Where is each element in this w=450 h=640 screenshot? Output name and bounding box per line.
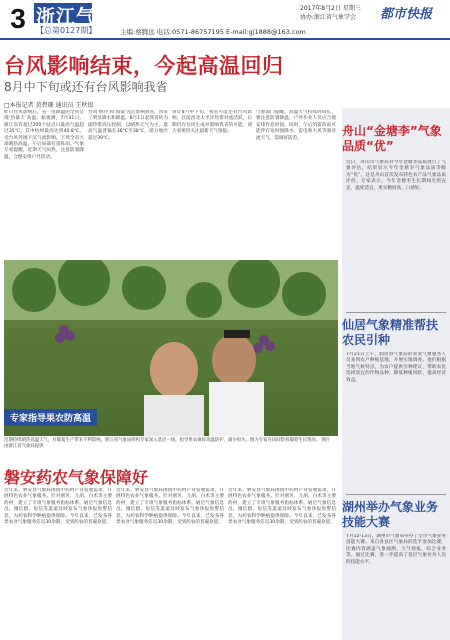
article-column-2: 台风‘纳沙’和‘海棠’先后影响我省，带来了明显降水和降温。8月1日起我省转为副热带高压控制，以晴热天气为主，最高气温普遍在36℃至38℃，部分地区超过39℃。 [88,110,168,141]
article-photo [4,260,338,436]
sidebar-item-3-body: 7月12-13日，湖州市气象局举办了全市气象业务技能大赛。来自各县区气象局的选手参加比赛，比赛内容涵盖气象观测、天气预报、综合业务等。通过比赛，进一步提高了基层气象业务人员的技能水平。 [346,534,446,565]
main-headline: 台风影响结束，今起高温回归 [4,54,284,78]
photo-label: 专家指导果农防高温 [4,409,97,426]
co-organizer: 协办:浙江省气象学会 [300,14,357,21]
second-article-column-3: 近年来，磐安县气象局围绕中药材产业发展需求，开展特色农业气象服务。针对浙贝、元胡、白术等主要药材，建立了专项气象服务指标体系，通过气象信息员、微信群、短信等渠道及时发布气象预报预警信息，为药农科学种植提供保障。今年以来，已发布各类农业气象服务信息30余期，受到药农的普遍欢迎。 [228,488,336,526]
second-article-column-2: 近年来，磐安县气象局围绕中药材产业发展需求，开展特色农业气象服务。针对浙贝、元胡、白术等主要药材，建立了专项气象服务指标体系，通过气象信息员、微信群、短信等渠道及时发布气象预报预警信息，为药农科学种植提供保障。今年以来，已发布各类农业气象服务信息30余期，受到药农的普遍欢迎。 [116,488,224,526]
sidebar-item-1-title: 舟山“金塘李”气象品质“优” [342,124,442,153]
article-column-3: 预计8月中下旬，我省可能还有台风影响。目前西北太平洋热带对流活跃，后期仍有台风生成并影响我省的可能。请大家密切关注最新天气预报。 [172,110,252,135]
editor-contact: 主编:蔡腾远 电话:0571-86757195 E-mail:gj1888@163.com [120,28,306,36]
second-article-column-1: 近年来，磐安县气象局围绕中药材产业发展需求，开展特色农业气象服务。针对浙贝、元胡、白术等主要药材，建立了专项气象服务指标体系，通过气象信息员、微信群、短信等渠道及时发布气象预报预警信息，为药农科学种植提供保障。今年以来，已发布各类农业气象服务信息30余期，受到药农的普遍欢迎。 [4,488,112,526]
photo-caption: 近期持续晴热高温天气，对葡萄生产带来不利影响，浙江省气象局组织专家深入基层一线，指导果农做好高温防护，减少损失。图为专家在田间察看葡萄生长情况。 图片由浙江省气象局提供 [4,438,331,449]
main-subheadline: 8月中下旬或还有台风影响我省 [4,80,168,94]
sidebar-divider [346,494,446,495]
article-column-4: 气象部门提醒，高温天气持续时间长，要注意防暑降温，户外作业人员应合理安排作息时间。同时，午后的雷阵雨可能伴有短时强降水、雷电和大风等强对流天气，需做好防范。 [256,110,336,141]
page-number: 3 [3,2,33,36]
newspaper-logo: 都市快报 [380,7,433,22]
second-article-title: 磐安药农气象保障好 [4,468,149,487]
issue-number: 【总第0127期】 [36,26,97,35]
masthead [0,0,450,46]
issue-weekday: 星期三 [342,5,361,12]
main-byline: □本报记者 黄碧珊 通讯员 王秋银 [4,102,94,109]
issue-date: 2017年8月2日 [300,5,341,12]
sidebar-divider [346,312,446,313]
section-title: 浙江气象 [36,6,117,28]
sidebar-item-2-body: 7月21日上午，仙居县气象局的农业气象服务人员来到农户种植基地，开展实地调查。他们根据当地气候特点，为农户提供引种建议，帮助农民选择适宜的作物品种，降低种植风险，提高经济效益。 [346,352,446,383]
sidebar-item-2-title: 仙居气象精准帮扶农民引种 [342,318,439,347]
sidebar-item-1-body: 近日，舟山市气象局对今年金塘李品质进行了气象评估，结果显示今年金塘李气象品质等级为“优”。这是舟山首次发布特色农产品气象品质评价。专家表示，今年金塘李生长期间光照充足、温度适宜，果实糖度高、口感好。 [346,160,446,191]
masthead-divider [0,38,450,40]
dateline [300,4,361,22]
article-column-1: 昨日台风影响后，省一度降温的全省呈现‘热暴天’高温。据观测，7月31日，浙江省有超过200个站点日最高气温超过35℃，其中杭州最高达到40.8℃。受台风外围下沉气流影响，下周全省大部晴热高温，午后局部有雷阵雨。气象专家提醒，近期天气闷热，注意防暑降温，合理安排户外活动。 [4,110,84,160]
sidebar-item-3-title: 湖州举办气象业务技能大赛 [342,500,439,529]
